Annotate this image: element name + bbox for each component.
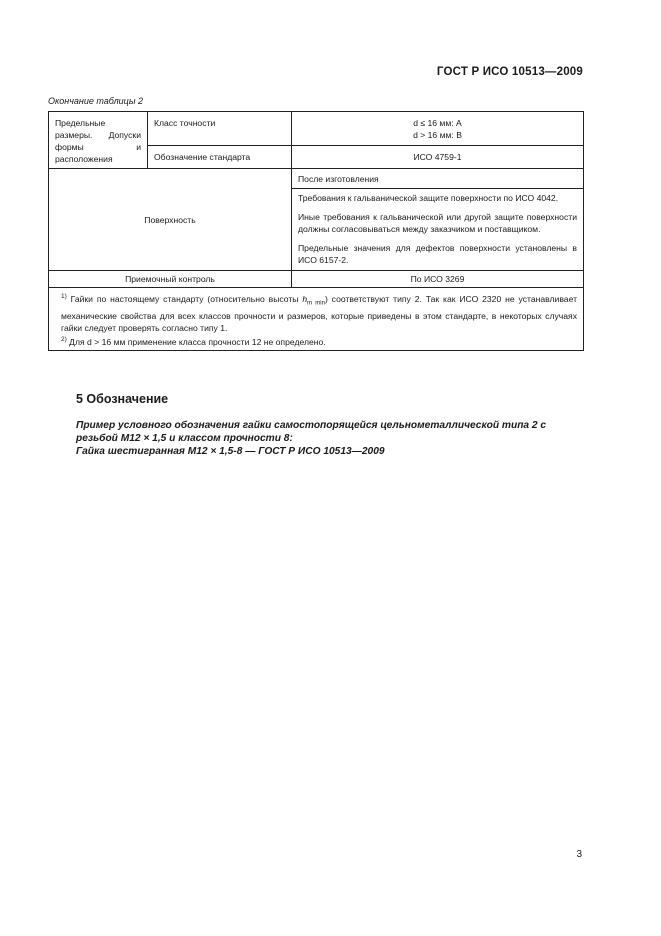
table-row xyxy=(49,271,584,288)
page-number: 3 xyxy=(576,849,582,860)
accuracy-class-label: Класс точности xyxy=(148,112,292,146)
designation-example xyxy=(76,419,584,458)
footnote-1 xyxy=(55,291,577,334)
table-row xyxy=(49,169,584,189)
after-manufacturing-label: После изготовления xyxy=(292,169,584,189)
example-line-1: Пример условного обозначения гайки самостопорящейся цельнометаллической типа 2 с xyxy=(76,420,547,431)
example-line-3: Гайка шестигранная М12 × 1,5-8 — ГОСТ Р ИСО 10513—2009 xyxy=(76,446,385,457)
document-id: ГОСТ Р ИСО 10513—2009 xyxy=(436,66,583,78)
surface-requirements xyxy=(292,189,584,271)
footnote-2-mark: 2) xyxy=(61,335,67,343)
accuracy-class-value xyxy=(292,112,584,146)
table-caption: Окончание таблицы 2 xyxy=(48,96,143,106)
accuracy-line-1: d ≤ 16 мм: A xyxy=(413,118,462,128)
table-row xyxy=(49,112,584,146)
row-group-label: Предельные размеры. Допуски формы и расположения xyxy=(49,112,148,169)
footnote-2-text: Для d > 16 мм применение класса прочности 12 не определено. xyxy=(69,336,326,347)
footnote-1-subscript: m min xyxy=(307,300,325,307)
footnote-1-text-end: ) соответствуют типу 2. Так как ИСО 2320 не устанавливает механические свойства для всех классов прочности и размеров, которые приведены в этом стандарте, в некоторых случаях гайки следует проверять согласно типу 1. xyxy=(61,293,578,333)
surface-para-2: Иные требования к гальванической или другой защите поверхности должны согласовываться между заказчиком и поставщиком. xyxy=(298,212,577,234)
surface-label: Поверхность xyxy=(49,169,292,271)
footnote-1-mark: 1) xyxy=(61,293,67,300)
section-title: 5 Обозначение xyxy=(76,392,169,406)
spec-table xyxy=(48,111,584,351)
accuracy-line-2: d > 16 мм: B xyxy=(413,130,462,140)
acceptance-label: Приемочный контроль xyxy=(49,271,292,288)
standard-value: ИСО 4759-1 xyxy=(292,145,584,168)
surface-para-3: Предельные значения для дефектов поверхности установлены в ИСО 6157-2. xyxy=(298,243,577,265)
example-line-2: резьбой М12 × 1,5 и классом прочности 8: xyxy=(76,433,293,444)
standard-label: Обозначение стандарта xyxy=(148,145,292,168)
acceptance-value: По ИСО 3269 xyxy=(292,271,584,288)
footnote-2 xyxy=(55,334,577,348)
footnote-1-text-start: Гайки по настоящему стандарту (относительно высоты xyxy=(70,293,303,304)
surface-para-1: Требования к гальванической защите поверхности по ИСО 4042. xyxy=(298,193,559,203)
table-footnotes xyxy=(49,288,584,351)
table-row xyxy=(49,288,584,351)
footnote-1-variable: h xyxy=(302,293,308,304)
